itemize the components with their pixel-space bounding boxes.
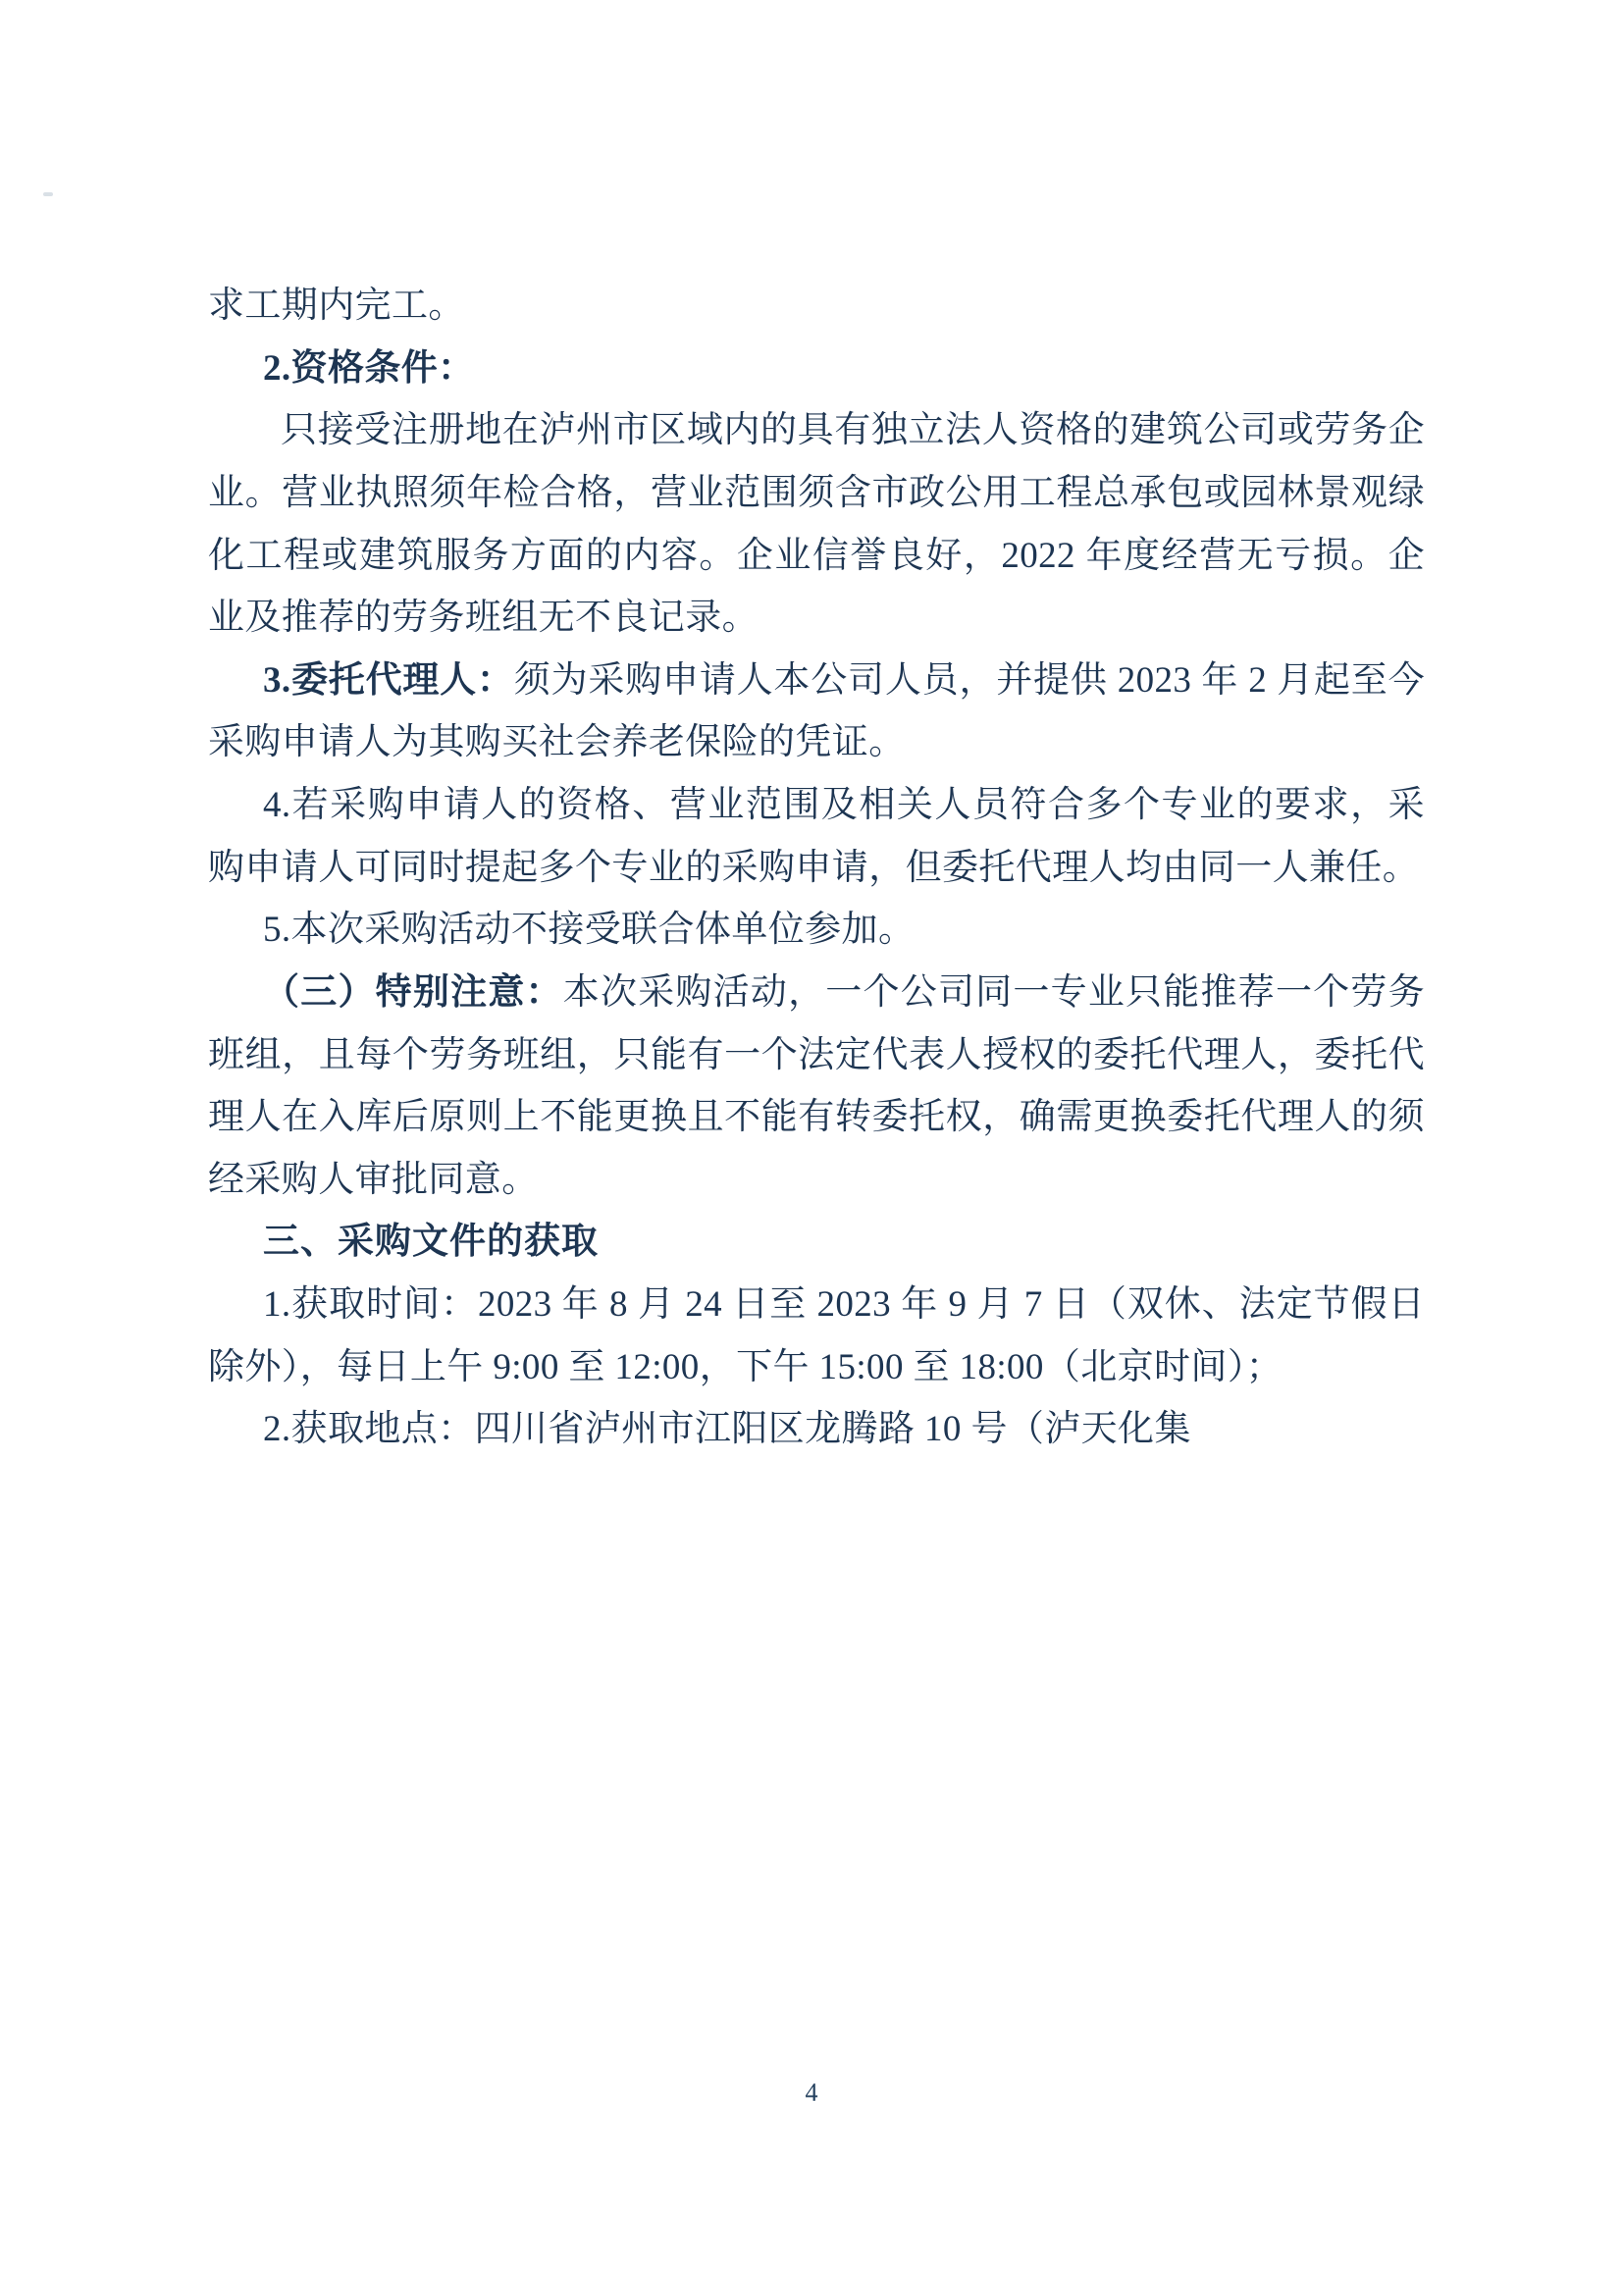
label-acquire-place: 2.获取地点： xyxy=(263,1409,475,1450)
paragraph-item-2-qualification-body: 只接受注册地在泸州市区域内的具有独立法人资格的建筑公司或劳务企业。营业执照须年检合格，营业范围须含市政公用工程总承包或园林景观绿化工程或建筑服务方面的内容。企业信誉良好，2022 年度经营无亏损。企业及推荐的劳务班组无不良记录。 xyxy=(208,410,1425,639)
label-item-3-agent: 3.委托代理人： xyxy=(263,659,514,701)
text-special-notice: 本次采购活动，一个公司同一专业只能推荐一个劳务班组，且每个劳务班组，只能有一个法定代表人授权的委托代理人，委托代理人在入库后原则上不能更换且不能有转委托权，确需更换委托代理人的须经采购人审批同意。 xyxy=(208,971,1425,1200)
paragraph-item-2-qualification-heading: 2.资格条件： xyxy=(263,347,475,389)
scan-artifact xyxy=(43,192,53,196)
label-special-notice: （三）特别注意： xyxy=(263,971,563,1013)
text-acquire-time: 2023 年 8 月 24 日至 2023 年 9 月 7 日（双休、法定节假日除外），每日上午 9:00 至 12:00，下午 15:00 至 18:00（北京时间）； xyxy=(208,1284,1425,1387)
page-number: 4 xyxy=(805,2078,818,2107)
text-item-3-agent: 须为采购申请人本公司人员，并提供 2023 年 2 月起至今采购申请人为其购买社会养老保险的凭证。 xyxy=(208,659,1426,763)
label-acquire-time: 1.获取时间： xyxy=(263,1284,478,1325)
paragraph-item-4-multi-major: 4.若采购申请人的资格、营业范围及相关人员符合多个专业的要求，采购申请人可同时提起多个专业的采购申请，但委托代理人均由同一人兼任。 xyxy=(208,785,1425,888)
paragraph-item-5-no-consortium: 5.本次采购活动不接受联合体单位参加。 xyxy=(263,910,916,951)
section-heading-acquire-documents: 三、采购文件的获取 xyxy=(263,1222,599,1263)
text-acquire-place: 四川省泸州市江阳区龙腾路 10 号（泸天化集 xyxy=(474,1409,1191,1450)
paragraph-continuation-line: 求工期内完工。 xyxy=(208,286,465,326)
paragraph-item-3-agent xyxy=(208,650,1425,774)
document-body xyxy=(208,275,1425,1461)
paragraph-acquire-time xyxy=(208,1274,1425,1398)
paragraph-special-notice xyxy=(208,962,1425,1212)
paragraph-acquire-place xyxy=(208,1398,1425,1461)
